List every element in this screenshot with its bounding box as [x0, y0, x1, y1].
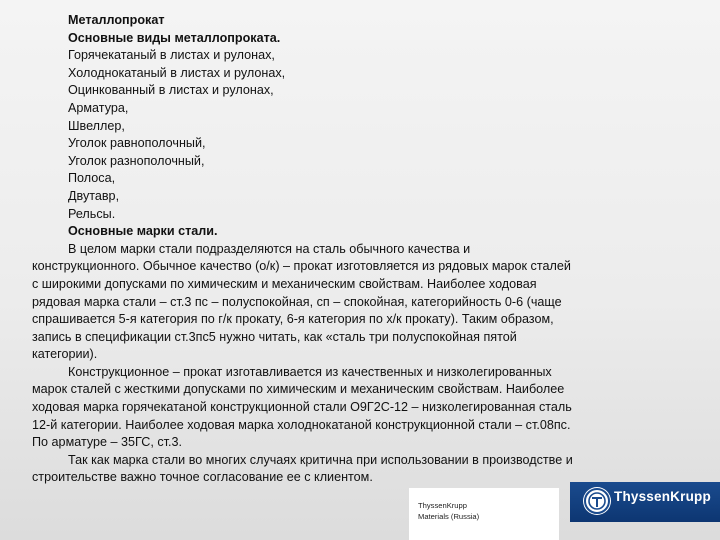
- paragraph-line: запись в спецификации ст.3пс5 нужно читать, как «сталь три полуспокойная пятой: [32, 329, 517, 344]
- paragraph-line: 12-й категории. Наиболее ходовая марка холоднокатаной конструкционной стали – ст.08пс.: [32, 417, 571, 432]
- document-body: [32, 12, 644, 487]
- footer-company-division: Materials (Russia): [418, 512, 480, 521]
- paragraph-steel-grades: [32, 241, 644, 364]
- list-item: Оцинкованный в листах и рулонах,: [68, 83, 274, 98]
- paragraph-line: марок сталей с жесткими допусками по химическим и механическим свойствам. Наиболее: [32, 382, 565, 397]
- paragraph-line: спрашивается 5-я категория по г/к прокату, 6-я категория по х/к прокату). Таким образом,: [32, 312, 554, 327]
- paragraph-structural: [32, 364, 644, 452]
- paragraph-line: По арматуре – 35ГС, ст.3.: [32, 435, 183, 450]
- footer-company: [418, 500, 479, 522]
- paragraph-line: Конструкционное – прокат изготавливается из качественных и низколегированных: [68, 364, 552, 379]
- document-subtitle: Основные виды металлопроката.: [68, 30, 281, 45]
- list-item: Полоса,: [68, 171, 116, 186]
- document-title: Металлопрокат: [68, 13, 165, 27]
- list-item: Арматура,: [68, 100, 129, 115]
- section-heading: Основные марки стали.: [68, 224, 218, 239]
- paragraph-line: В целом марки стали подразделяются на сталь обычного качества и: [68, 241, 471, 256]
- paragraph-line: строительстве важно точное согласование ее с клиентом.: [32, 470, 373, 485]
- list-item: Горячекатаный в листах и рулонах,: [68, 48, 275, 63]
- paragraph-line: конструкционного. Обычное качество (о/к) – прокат изготовляется из рядовых марок сталей: [32, 259, 571, 274]
- list-item: Рельсы.: [68, 206, 116, 221]
- list-item: Швеллер,: [68, 118, 125, 133]
- list-item: Двутавр,: [68, 188, 120, 203]
- paragraph-agreement: [32, 452, 644, 487]
- paragraph-line: с широкими допусками по химическим и механическим свойствам. Наиболее ходовая: [32, 276, 537, 291]
- paragraph-line: ходовая марка горячекатаной конструкционной стали О9Г2С-12 – низколегированная сталь: [32, 400, 572, 415]
- product-list: [32, 47, 644, 223]
- footer-company-name: ThyssenKrupp: [418, 501, 467, 510]
- paragraph-line: Так как марка стали во многих случаях критична при использовании в производстве и: [68, 452, 573, 467]
- logo-emblem-icon: [583, 487, 611, 515]
- list-item: Уголок равнополочный,: [68, 136, 206, 151]
- paragraph-line: рядовая марка стали – ст.3 пс – полуспокойная, сп – спокойная, категорийность 0-6 (чаще: [32, 294, 562, 309]
- list-item: Уголок разнополочный,: [68, 153, 205, 168]
- logo-text: ThyssenKrupp: [614, 489, 711, 504]
- list-item: Холоднокатаный в листах и рулонах,: [68, 65, 286, 80]
- paragraph-line: категории).: [32, 347, 98, 362]
